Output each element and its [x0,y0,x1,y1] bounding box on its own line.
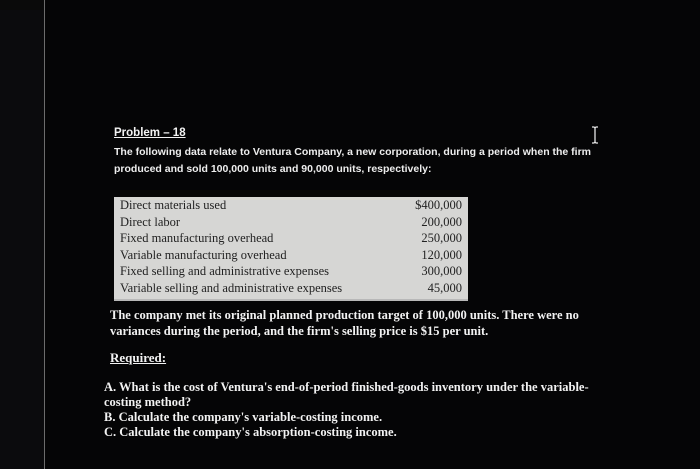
cost-label: Direct materials used [120,198,227,212]
required-heading: Required: [110,350,167,365]
cost-value: 120,000 [421,247,462,262]
questions-list [104,380,604,440]
cost-label: Variable manufacturing overhead [120,247,287,262]
cost-row [114,214,468,231]
problem-title: Problem – 18 [114,127,186,139]
text-cursor-icon [590,126,600,144]
question-a-line-1: A. What is the cost of Ventura's end-of-period finished-goods inventory under the variable- [104,380,589,394]
cost-value: 300,000 [421,264,462,278]
question-c: C. Calculate the company's absorption-costing income. [104,425,397,439]
question-b: B. Calculate the company's variable-costing income. [104,410,383,424]
production-note-line-1: The company met its original planned production target of 100,000 units. There were no [110,308,579,322]
intro-line-2: produced and sold 100,000 units and 90,000 units, respectively: [114,163,432,175]
cost-row [114,263,468,280]
cost-row [114,230,468,247]
cost-label: Variable selling and administrative expenses [120,280,343,295]
cost-value: 200,000 [421,214,462,229]
question-a-line-2: costing method? [104,395,192,409]
production-note [110,307,590,339]
cost-row [114,197,468,214]
cost-label: Fixed manufacturing overhead [120,231,274,245]
problem-intro [114,144,604,178]
cost-table [114,197,468,301]
cost-row [114,280,468,297]
intro-line-1: The following data relate to Ventura Company, a new corporation, during a period when the firm [114,146,592,158]
cost-label: Fixed selling and administrative expenses [120,264,329,278]
cost-row [114,247,468,264]
production-note-line-2: variances during the period, and the firm's selling price is $15 per unit. [110,324,489,338]
cost-value: 250,000 [421,231,462,245]
cost-label: Direct labor [120,214,181,229]
cost-value: $400,000 [415,198,462,212]
cost-value: 45,000 [427,280,462,295]
